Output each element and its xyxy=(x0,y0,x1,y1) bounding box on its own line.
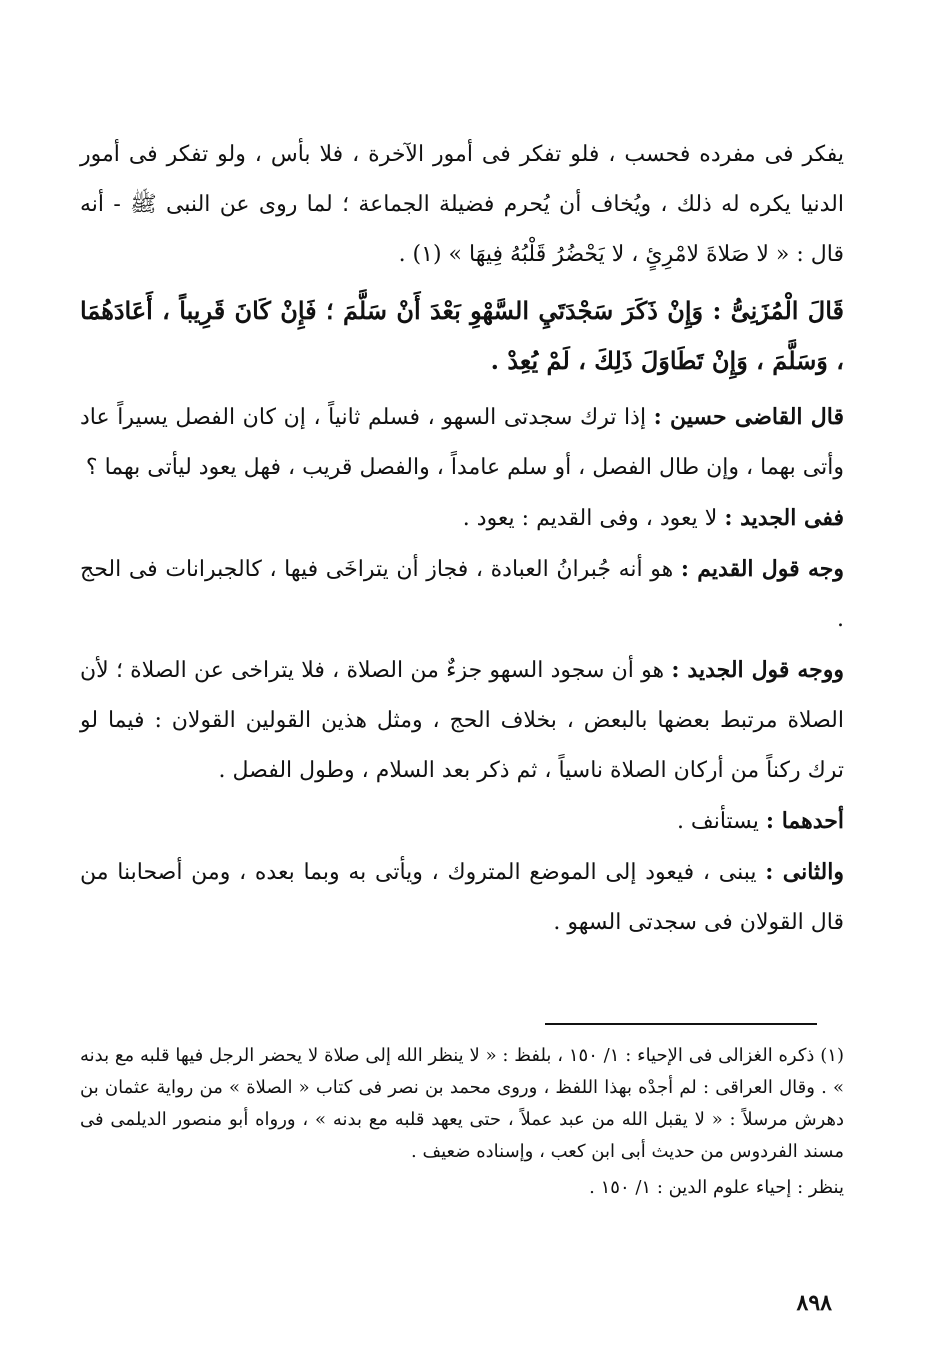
paragraph-lead: أحدهما : xyxy=(765,808,844,834)
footnotes xyxy=(80,1040,844,1204)
paragraph-lead: وجه قول القديم : xyxy=(680,556,844,582)
paragraph-5 xyxy=(80,544,844,645)
paragraph-3 xyxy=(80,392,844,493)
footnote-1: (١) ذكره الغزالى فى الإحياء : ١/ ١٥٠ ، بلفظ : « لا ينظر الله إلى صلاة لا يحضر الرجل فيها قلبه مع بدنه » . وقال العراقى : لم أجدْه بهذا اللفظ ، وروى محمد بن نصر فى كتاب « الصلاة » من رواية عثمان بن دهرش مرسلاً : « لا يقبل الله من عبد عملاً ، حتى يعهد قلبه مع بدنه » ، ورواه أبو منصور الديلمى فى مسند الفردوس من حديث أبى ابن كعب ، وإسناده ضعيف . xyxy=(80,1045,844,1162)
footnote-divider xyxy=(545,1023,817,1025)
paragraph-4 xyxy=(80,493,844,544)
paragraph-6 xyxy=(80,645,844,796)
paragraph-1 xyxy=(80,130,844,280)
paragraph-7 xyxy=(80,796,844,847)
main-text xyxy=(80,130,844,948)
paragraph-lead: والثانى : xyxy=(765,859,845,885)
paragraph-lead: قَالَ الْمُزَنِىُّ : xyxy=(712,296,845,325)
paragraph-2-muzani-quote xyxy=(80,286,844,386)
paragraph-text: يفكر فى مفرده فحسب ، فلو تفكر فى أمور الآخرة ، فلا بأس ، ولو تفكر فى أمور الدنيا يكره له ذلك ، ويُخاف أن يُحرم فضيلة الجماعة ؛ لما روى عن النبى ﷺ - أنه قال : « لا صَلاةَ لامْرِئٍ ، لا يَحْضُرُ قَلْبُهُ فِيهَا » (١) . xyxy=(80,142,844,267)
paragraph-text: هو أنه جُبرانُ العبادة ، فجاز أن يتراخَى فيها ، كالجبرانات فى الحج . xyxy=(80,557,844,632)
paragraph-lead: ووجه قول الجديد : xyxy=(671,657,844,683)
paragraph-text: يبنى ، فيعود إلى الموضع المتروك ، ويأتى به وبما بعده ، ومن أصحابنا من قال القولان فى سجدتى السهو . xyxy=(80,860,844,935)
paragraph-text: هو أن سجود السهو جزءٌ من الصلاة ، فلا يتراخى عن الصلاة ؛ لأن الصلاة مرتبط بعضها بالبعض ، بخلاف الحج ، ومثل هذين القولين القولان : فيما لو ترك ركناً من أركان الصلاة ناسياً ، ثم ذكر بعد السلام ، وطول الفصل . xyxy=(80,658,844,783)
paragraph-text: لا يعود ، وفى القديم : يعود . xyxy=(462,506,718,531)
paragraph-8 xyxy=(80,847,844,948)
footnote-reference: ينظر : إحياء علوم الدين : ١/ ١٥٠ . xyxy=(589,1177,844,1198)
paragraph-lead: قال القاضى حسين : xyxy=(653,404,844,430)
paragraph-text: إذا ترك سجدتى السهو ، فسلم ثانياً ، إن كان الفصل يسيراً عاد وأتى بهما ، وإن طال الفصل ، أو سلم عامداً ، والفصل قريب ، فهل يعود ليأتى بهما ؟ xyxy=(80,405,844,480)
paragraph-lead: ففى الجديد : xyxy=(724,505,844,531)
paragraph-text: يستأنف . xyxy=(676,809,759,834)
page-number: ٨٩٨ xyxy=(796,1290,832,1316)
paragraph-text: وَإِنْ ذَكَرَ سَجْدَتَيِ السَّهْوِ بَعْدَ أَنْ سَلَّمَ ؛ فَإِنْ كَانَ قَرِيباً ، أَعَادَهُمَا ، وَسَلَّمَ ، وَإِنْ تَطَاوَلَ ذَلِكَ ، لَمْ يُعِدْ . xyxy=(80,296,844,375)
